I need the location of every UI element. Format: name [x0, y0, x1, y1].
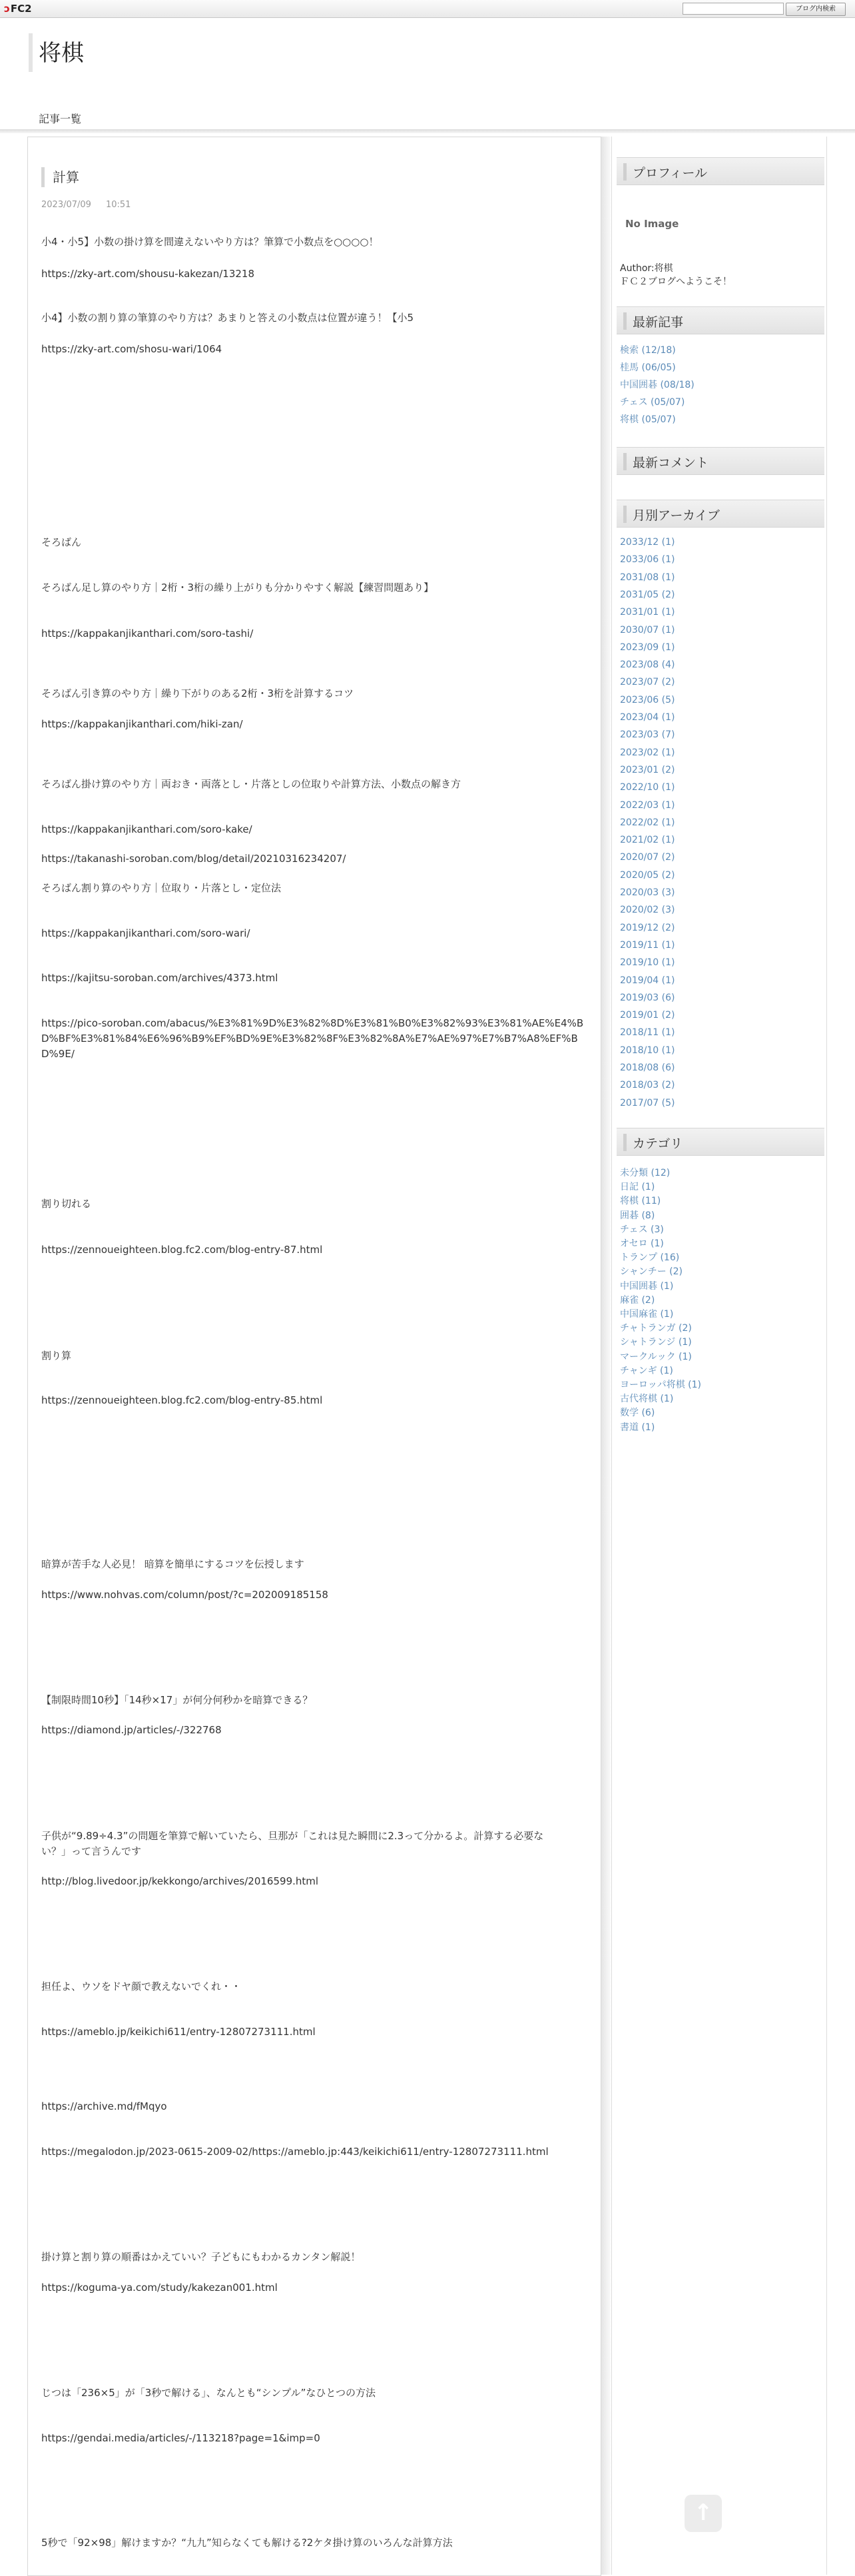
- archive-month-link[interactable]: 2019/03 (6): [620, 992, 675, 1003]
- category-link[interactable]: トランプ (16): [620, 1252, 680, 1264]
- entry-link[interactable]: https://pico-soroban.com/abacus/%E3%81%9D%E3%82%8D%E3%81%B0%E3%82%93%E3%81%AE%E4%B: [41, 1017, 584, 1029]
- recent-entry-link[interactable]: チェス (05/07): [620, 397, 685, 408]
- category-link[interactable]: 将棋 (11): [620, 1196, 661, 1207]
- archive-month-link[interactable]: 2020/07 (2): [620, 852, 675, 863]
- category-link[interactable]: 数学 (6): [620, 1408, 655, 1419]
- archive-month-link[interactable]: 2023/04 (1): [620, 712, 675, 723]
- category-link[interactable]: シャトランジ (1): [620, 1337, 692, 1348]
- archive-month-link[interactable]: 2019/12 (2): [620, 922, 675, 933]
- archive-month-link[interactable]: 2019/11 (1): [620, 939, 675, 951]
- archive-month-link[interactable]: 2018/10 (1): [620, 1045, 675, 1056]
- entry-line: そろばん引き算のやり方｜繰り下がりのある2桁・3桁を計算するコツ: [41, 687, 354, 699]
- fc2-logo[interactable]: [4, 3, 32, 15]
- archive-month-link[interactable]: 2019/01 (2): [620, 1010, 675, 1021]
- archive-month-link[interactable]: 2020/03 (3): [620, 887, 675, 898]
- archive-month-link[interactable]: 2031/01 (1): [620, 607, 675, 618]
- category-link[interactable]: ヨーロッパ将棋 (1): [620, 1380, 702, 1390]
- profile-no-image: No Image: [625, 218, 679, 230]
- recent-entry-link[interactable]: 検索 (12/18): [620, 345, 676, 356]
- blog-search-button[interactable]: ブログ内検索: [786, 3, 846, 16]
- entry-link[interactable]: https://kajitsu-soroban.com/archives/4373.html: [41, 972, 278, 984]
- entry-link[interactable]: https://diamond.jp/articles/-/322768: [41, 1724, 222, 1736]
- category-link[interactable]: 書道 (1): [620, 1422, 655, 1433]
- entry-link[interactable]: https://kappakanjikanthari.com/hiki-zan/: [41, 718, 243, 730]
- entry-link[interactable]: https://zennoueighteen.blog.fc2.com/blog-entry-87.html: [41, 1244, 323, 1256]
- profile-welcome: ＦＣ２ブログへようこそ！: [620, 276, 732, 287]
- entry-line: 暗算が苦手な人必見！ 暗算を簡単にするコツを伝授します: [41, 1558, 304, 1570]
- category-link[interactable]: 日記 (1): [620, 1182, 655, 1193]
- archive-month-link[interactable]: 2023/08 (4): [620, 659, 675, 671]
- archive-heading: [617, 500, 824, 528]
- entry-line: 【制限時間10秒】「14秒×17」が何分何秒かを暗算できる？: [41, 1694, 313, 1706]
- entry-line: 小4・小5】小数の掛け算を間違えないやり方は？筆算で小数点を○○○○！: [41, 236, 379, 248]
- category-link[interactable]: シャンチー (2): [620, 1266, 683, 1278]
- archive-month-link[interactable]: 2018/11 (1): [620, 1027, 675, 1039]
- heading-bar: [623, 506, 627, 523]
- archive-month-link[interactable]: 2022/10 (1): [620, 782, 675, 793]
- heading-bar: [623, 163, 627, 181]
- category-link[interactable]: 中国麻雀 (1): [620, 1309, 674, 1320]
- menu-article-list[interactable]: 記事一覧: [39, 111, 81, 132]
- entry-link[interactable]: https://ameblo.jp/keikichi611/entry-12807273111.html: [41, 2026, 316, 2038]
- entry-link[interactable]: https://megalodon.jp/2023-0615-2009-02/https://ameblo.jp:443/keikichi611/entry-12807273111.html: [41, 2146, 549, 2158]
- archive-month-link[interactable]: 2019/10 (1): [620, 957, 675, 969]
- fc2-logo-text: FC2: [10, 3, 32, 15]
- entry-link[interactable]: D%BF%E3%81%84%E6%96%B9%EF%BD%9E%E3%82%8F%E3%82%8A%E7%AE%97%E7%B7%A8%EF%B: [41, 1033, 578, 1045]
- entry-line: そろばん掛け算のやり方｜両おき・両落とし・片落としの位取りや計算方法、小数点の解き方: [41, 778, 461, 790]
- heading-bar: [623, 312, 627, 330]
- archive-month-link[interactable]: 2023/02 (1): [620, 747, 675, 758]
- entry-line: 5秒で「92×98」解けますか？“九九”知らなくても解ける?2ケタ掛け算のいろんな計算方法: [41, 2537, 453, 2549]
- category-heading: [617, 1128, 824, 1156]
- entry-date-time: 10:51: [105, 200, 131, 210]
- heading-bar: [623, 453, 627, 470]
- category-link[interactable]: 麻雀 (2): [620, 1294, 655, 1306]
- category-link[interactable]: 囲碁 (8): [620, 1210, 655, 1221]
- title-accent-bar: [29, 33, 33, 72]
- entry-line: 掛け算と割り算の順番はかえていい？子どもにもわかるカンタン解説！: [41, 2251, 361, 2263]
- entry-date: [41, 200, 145, 210]
- entry-line: じつは「236×5」が「3秒で解ける」、なんとも“シンプル”なひとつの方法: [41, 2387, 376, 2399]
- recent-title: 最新記事: [633, 315, 684, 330]
- entry-line: 割り切れる: [41, 1198, 92, 1210]
- site-title[interactable]: 将棋: [39, 40, 84, 67]
- fc2-toolbar: [0, 0, 855, 18]
- heading-bar: [623, 1134, 627, 1151]
- entry-link[interactable]: https://archive.md/fMqyo: [41, 2100, 167, 2112]
- entry-link[interactable]: http://blog.livedoor.jp/kekkongo/archives/2016599.html: [41, 1875, 319, 1887]
- archive-month-link[interactable]: 2019/04 (1): [620, 975, 675, 986]
- recent-entry-link[interactable]: 将棋 (05/07): [620, 414, 676, 425]
- category-link[interactable]: チャトランガ (2): [620, 1323, 692, 1334]
- entry-link[interactable]: https://kappakanjikanthari.com/soro-wari/: [41, 927, 250, 939]
- entry-link[interactable]: https://zky-art.com/shousu-kakezan/13218: [41, 268, 254, 280]
- archive-month-link[interactable]: 2022/03 (1): [620, 799, 675, 811]
- header-divider: [0, 129, 855, 133]
- archive-month-link[interactable]: 2023/06 (5): [620, 694, 675, 705]
- fc2-logo-icon: ↄ: [4, 3, 10, 15]
- entry-line: そろばん: [41, 536, 82, 548]
- archive-title: 月別アーカイブ: [633, 508, 720, 523]
- category-link[interactable]: 中国囲碁 (1): [620, 1280, 674, 1292]
- entry-link[interactable]: https://www.nohvas.com/column/post/?c=202009185158: [41, 1589, 328, 1601]
- profile-author: Author:将棋: [620, 263, 673, 274]
- entry-line: 割り算: [41, 1350, 72, 1362]
- comments-title: 最新コメント: [633, 456, 709, 470]
- category-link[interactable]: チャンギ (1): [620, 1365, 673, 1376]
- entry-title[interactable]: 計算: [41, 167, 79, 187]
- archive-month-link[interactable]: 2033/06 (1): [620, 554, 675, 566]
- archive-month-link[interactable]: 2023/09 (1): [620, 642, 675, 653]
- entry-link[interactable]: https://kappakanjikanthari.com/soro-kake/: [41, 823, 252, 835]
- archive-month-link[interactable]: 2018/08 (6): [620, 1063, 675, 1073]
- category-link[interactable]: 古代将棋 (1): [620, 1394, 674, 1405]
- archive-month-link[interactable]: 2030/07 (1): [620, 624, 675, 636]
- category-link[interactable]: オセロ (1): [620, 1238, 664, 1249]
- profile-heading: [617, 157, 824, 185]
- profile-title: プロフィール: [633, 166, 708, 181]
- archive-month-link[interactable]: 2018/03 (2): [620, 1080, 675, 1091]
- recent-entry-link[interactable]: 中国囲碁 (08/18): [620, 380, 695, 390]
- category-link[interactable]: マークルック (1): [620, 1351, 692, 1362]
- archive-month-link[interactable]: 2020/02 (3): [620, 905, 675, 916]
- entry-link[interactable]: https://takanashi-soroban.com/blog/detail/20210316234207/: [41, 853, 346, 865]
- archive-month-link[interactable]: 2023/01 (2): [620, 764, 675, 775]
- entry-line: そろばん足し算のやり方｜2桁・3桁の繰り上がりも分かりやすく解説【練習問題あり】: [41, 582, 434, 594]
- entry-link[interactable]: https://gendai.media/articles/-/113218?page=1&imp=0: [41, 2432, 320, 2444]
- entry-link[interactable]: https://kappakanjikanthari.com/soro-tashi/: [41, 628, 254, 640]
- entry-link[interactable]: https://zennoueighteen.blog.fc2.com/blog-entry-85.html: [41, 1394, 323, 1406]
- entry-link[interactable]: https://koguma-ya.com/study/kakezan001.html: [41, 2282, 278, 2294]
- entry-link[interactable]: https://zky-art.com/shosu-wari/1064: [41, 343, 222, 355]
- main-shadow: [601, 137, 611, 2575]
- archive-month-link[interactable]: 2033/12 (1): [620, 537, 675, 548]
- entry-line: そろばん割り算のやり方｜位取り・片落とし・定位法: [41, 882, 282, 894]
- archive-month-link[interactable]: 2031/08 (1): [620, 572, 675, 583]
- entry-date-day: 2023/07/09: [41, 200, 91, 210]
- blog-search-input[interactable]: [683, 3, 784, 15]
- archive-month-link[interactable]: 2017/07 (5): [620, 1097, 675, 1108]
- entry-line: 子供が“9.89÷4.3”の問題を筆算で解いていたら、旦那が「これは見た瞬間に2.3って分かるよ。計算する必要な: [41, 1830, 544, 1842]
- entry-line: い？」って言うんです: [41, 1845, 142, 1857]
- entry-link[interactable]: D%9E/: [41, 1048, 75, 1060]
- archive-month-link[interactable]: 2031/05 (2): [620, 589, 675, 600]
- recent-heading: [617, 306, 824, 334]
- archive-month-link[interactable]: 2020/05 (2): [620, 869, 675, 881]
- archive-month-link[interactable]: 2021/02 (1): [620, 835, 675, 846]
- category-link[interactable]: チェス (3): [620, 1224, 664, 1235]
- scroll-top-button[interactable]: ↑: [685, 2495, 722, 2532]
- recent-entry-link[interactable]: 桂馬 (06/05): [620, 362, 676, 373]
- archive-month-link[interactable]: 2022/02 (1): [620, 817, 675, 828]
- category-link[interactable]: 未分類 (12): [620, 1168, 671, 1178]
- entry-line: 小4】小数の割り算の筆算のやり方は？あまりと答えの小数点は位置が違う！【小5: [41, 312, 414, 324]
- archive-month-link[interactable]: 2023/07 (2): [620, 677, 675, 688]
- category-title: カテゴリ: [633, 1136, 683, 1151]
- archive-month-link[interactable]: 2023/03 (7): [620, 729, 675, 741]
- entry-line: 担任よ、ウソをドヤ顔で教えないでくれ・・: [41, 1980, 242, 1992]
- comments-heading: [617, 447, 824, 475]
